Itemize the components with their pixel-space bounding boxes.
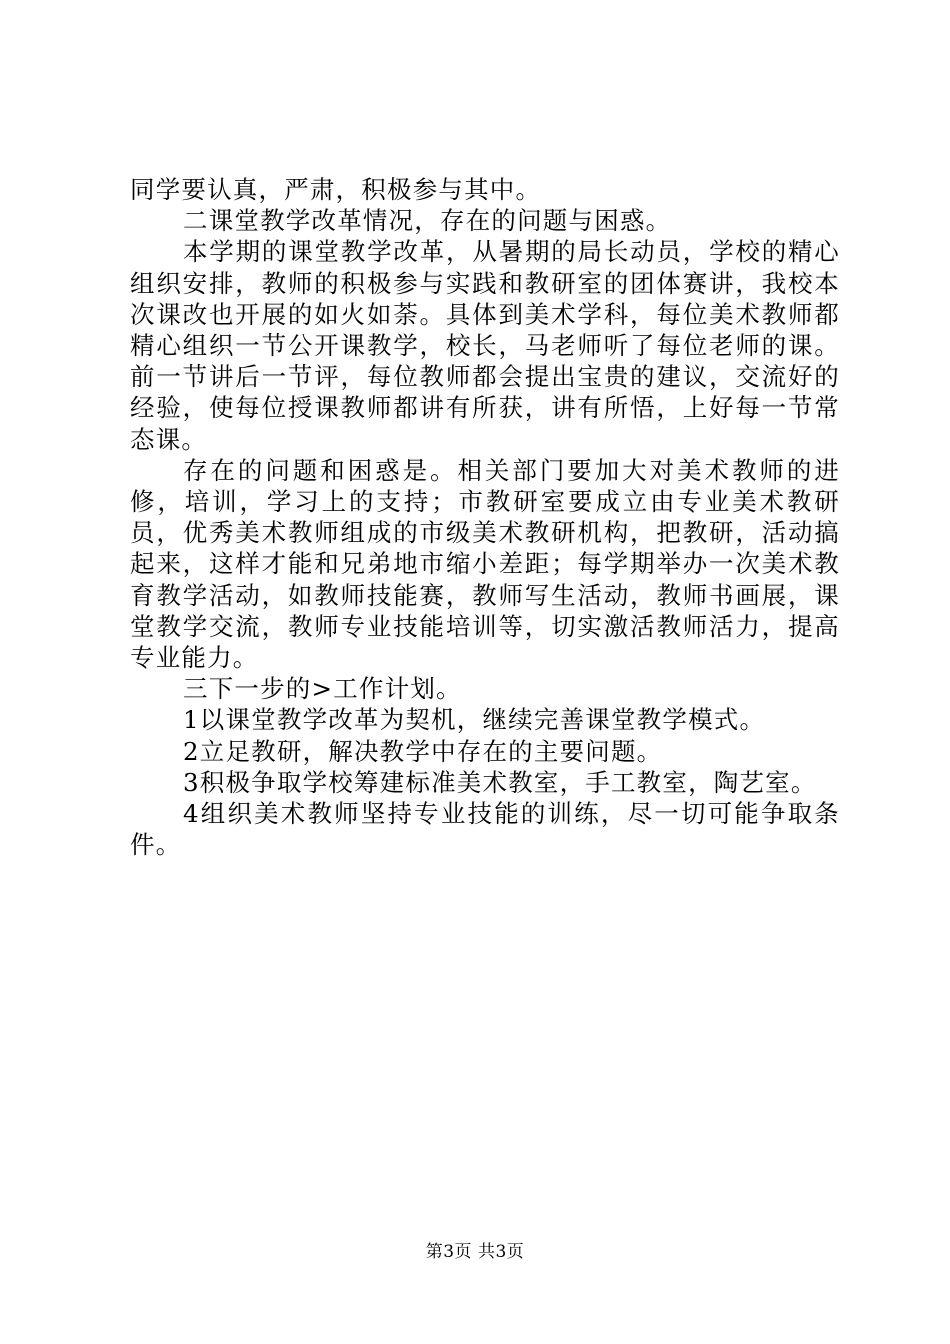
plan-item-1: 1以课堂教学改革为契机，继续完善课堂教学模式。	[183, 705, 766, 735]
section-heading-reform: 二课堂教学改革情况，存在的问题与困惑。	[183, 206, 672, 236]
document-body	[130, 174, 840, 860]
plan-item-2: 2立足教研，解决教学中存在的主要问题。	[183, 736, 663, 766]
paragraph-problems: 存在的问题和困惑是。相关部门要加大对美术教师的进修，培训，学习上的支持；市教研室要成立由专业美术教研员，优秀美术教师组成的市级美术教研机构，把教研，活动搞起来，这样才能和兄弟地市缩小差距；每学期举办一次美术教育教学活动，如教师技能赛，教师写生活动，教师书画展，课堂教学交流，教师专业技能培训等，切实激活教师活力，提高专业能力。	[130, 455, 840, 673]
section-heading-plan: 三下一步的>工作计划。	[183, 674, 462, 704]
page-footer: 第3页 共3页	[425, 1242, 525, 1262]
plan-item-4: 4组织美术教师坚持专业技能的训练，尽一切可能争取条件。	[130, 799, 840, 860]
paragraph-continuation: 同学要认真，严肃，积极参与其中。	[130, 175, 542, 204]
paragraph-reform-details: 本学期的课堂教学改革，从暑期的局长动员，学校的精心组织安排，教师的积极参与实践和教研室的团体赛讲，我校本次课改也开展的如火如荼。具体到美术学科，每位美术教师都精心组织一节公开课教学，校长，马老师听了每位老师的课。前一节讲后一节评，每位教师都会提出宝贵的建议，交流好的经验，使每位授课教师都讲有所获，讲有所悟，上好每一节常态课。	[130, 237, 840, 454]
plan-item-3: 3积极争取学校筹建标准美术教室，手工教室，陶艺室。	[183, 767, 817, 797]
